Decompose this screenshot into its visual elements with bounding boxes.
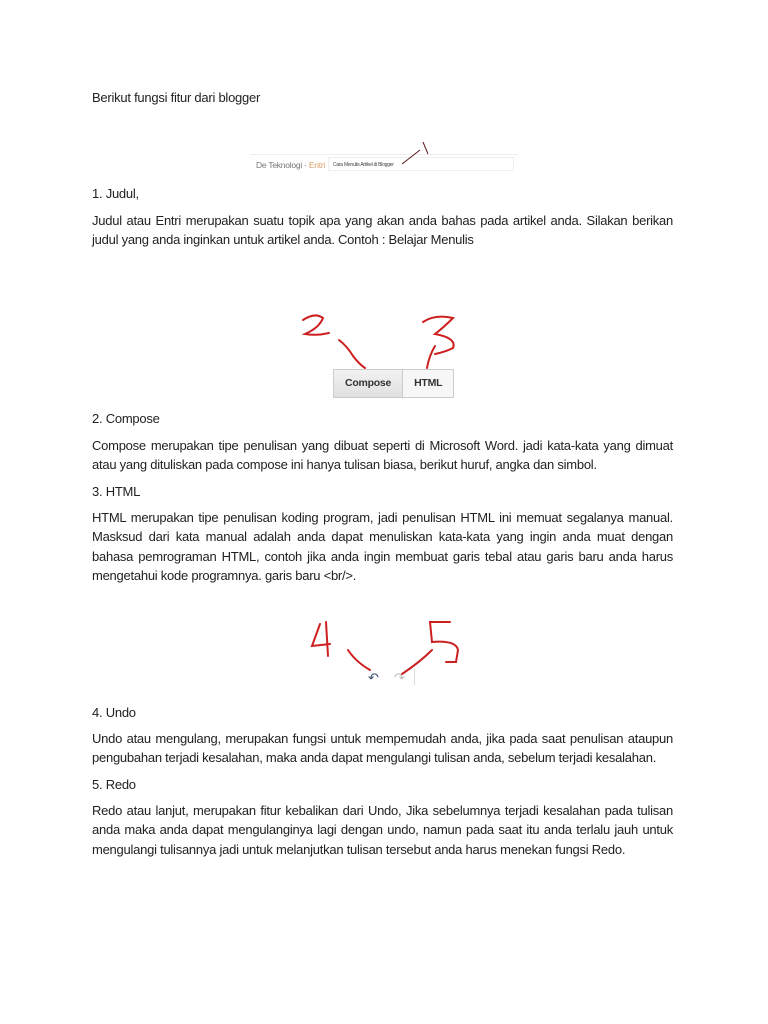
heading-compose: 2. Compose [92, 411, 160, 426]
heading-redo: 5. Redo [92, 777, 136, 792]
html-tab: HTML [403, 370, 453, 397]
heading-html: 3. HTML [92, 484, 141, 499]
entri-label: Entri [308, 160, 326, 170]
annotation-2-3-scribble [295, 308, 475, 373]
compose-tab: Compose [334, 370, 403, 397]
separator: · [302, 160, 309, 170]
paragraph-judul: Judul atau Entri merupakan suatu topik apa yang akan anda bahas pada artikel anda. Silakan berikan judul yang anda inginkan untuk artikel anda. Contoh : Belajar Menulis [92, 213, 673, 248]
redo-icon: ↷ [394, 670, 405, 685]
annotation-4-5-scribble [300, 612, 470, 690]
site-name: De Teknologi [256, 160, 302, 170]
paragraph-compose: Compose merupakan tipe penulisan yang dibuat seperti di Microsoft Word. jadi kata-kata yang dimuat atau yang dituliskan pada compose ini hanya tulisan biasa, berikut huruf, angka dan simbol. [92, 438, 673, 473]
heading-judul: 1. Judul, [92, 186, 139, 201]
toolbar-divider [414, 669, 415, 685]
annotation-1-arrow [380, 138, 440, 172]
paragraph-redo: Redo atau lanjut, merupakan fitur kebalikan dari Undo, Jika sebelumnya terjadi kesalahan pada tulisan anda maka anda dapat mengulanginya lagi dengan undo, namun pada saat itu anda terlalu jauh untuk mengulangi tulisannya jadi untuk melanjutkan tulisan tersebut anda harus menekan fungsi Redo. [92, 803, 673, 857]
paragraph-undo: Undo atau mengulang, merupakan fungsi untuk mempemudah anda, jika pada saat penulisan ataupun pengubahan terjadi kesalahan, maka anda dapat mengulangi tulisan anda, sebelum terjadi kesalahan. [92, 731, 673, 766]
undo-icon: ↶ [368, 670, 379, 685]
document-title: Berikut fungsi fitur dari blogger [92, 90, 261, 105]
title-input: Cara Menulis Artikel di Blogger [328, 157, 514, 171]
heading-undo: 4. Undo [92, 705, 136, 720]
editor-mode-tabs [333, 369, 454, 398]
paragraph-html: HTML merupakan tipe penulisan koding program, jadi penulisan HTML ini memuat segalanya manual. Masksud dari kata manual adalah anda dapat menuliskan kata-kata yang ingin anda muat dengan bahasa pemrograman HTML, contoh jika anda ingin membuat garis tebal atau garis baru anda harus mengetahui kode programnya. garis baru <br/>. [92, 510, 673, 583]
